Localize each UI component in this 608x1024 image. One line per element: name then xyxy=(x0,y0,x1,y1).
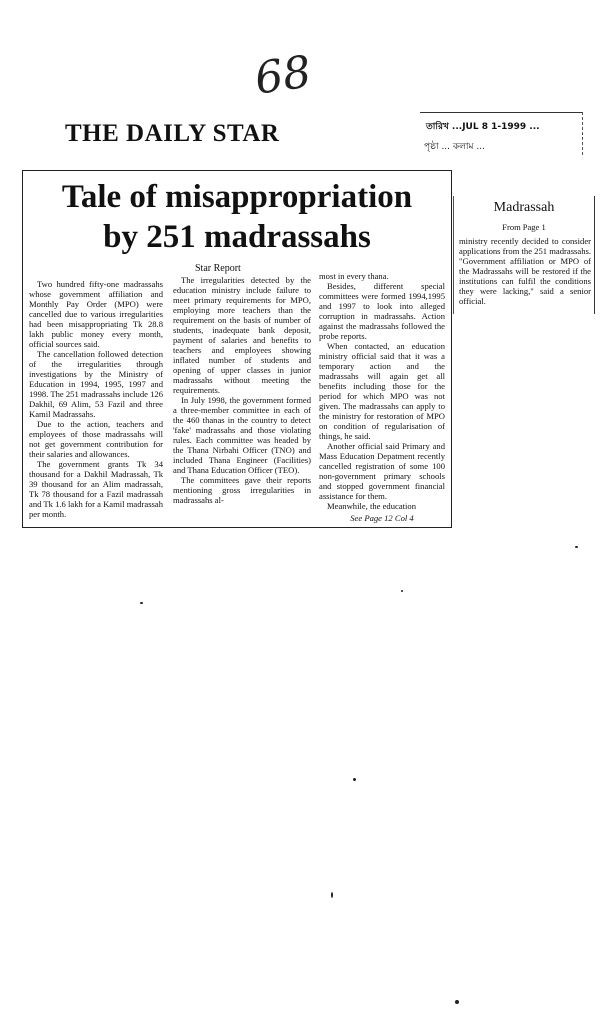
article-column-1 xyxy=(29,279,163,519)
headline-line-2: by 251 madrassahs xyxy=(103,219,371,255)
headline-line-1: Tale of misappropriation xyxy=(61,179,413,215)
paragraph: The committees gave their reports mentioning gross irregularities in madrassahs al- xyxy=(173,475,311,505)
paragraph: most in every thana. xyxy=(319,271,389,281)
scan-speck xyxy=(455,1000,459,1004)
scan-speck xyxy=(140,602,143,604)
continuation-from-page: From Page 1 xyxy=(502,222,546,232)
paragraph: ministry recently decided to consider applications from the 251 madrassahs. "Government affiliation or MPO of the Madrassahs will be restored if the institutions can fulfil the conditions they were lacking," said a senior official. xyxy=(459,236,591,306)
headline xyxy=(23,177,451,257)
stamp-date-line: তারিখ ...JUL 8 1-1999 ... xyxy=(426,122,540,132)
paragraph: The irregularities detected by the education ministry include failure to meet primary requirements for MPO, employing more teachers than the requirement on the basis of number of students, inadequate bank deposit, payment of salaries and benefits to teachers and employees showing inflated number of students and opening of upper classes in junior madrassahs without meeting the requirements. xyxy=(173,275,311,395)
article-column-3 xyxy=(319,271,445,523)
paragraph: Meanwhile, the education xyxy=(327,501,417,511)
scan-speck xyxy=(401,590,403,592)
see-page-reference: See Page 12 Col 4 xyxy=(350,513,414,523)
paragraph: In July 1998, the government formed a three-member committee in each of the 460 thanas in the country to detect 'fake' madrassahs and those violating rules. Each committee was headed by the Thana Nirbahi Officer (TNO) and included Thana Engineer (Facilities) and Thana Education Officer (TEO). xyxy=(173,395,311,475)
article-clipping xyxy=(22,170,452,528)
paragraph: Two hundred fifty-one madrassahs whose government affiliation and Monthly Pay Order (MPO) were cancelled due to various irregularities had been misappropriating Tk 28.8 lakh public money every month, official sources said. xyxy=(29,279,163,349)
paragraph: Due to the action, teachers and employees of those madrassahs will not get government contribution for their salaries and allowances. xyxy=(29,419,163,459)
continuation-title: Madrassah xyxy=(493,200,555,215)
stamp-page-line: পৃষ্ঠা ... কলাম ... xyxy=(424,142,485,152)
paragraph: The government grants Tk 34 thousand for a Dakhil Madrassah, Tk 39 thousand for an Alim madrassah, Tk 78 thousand for a Fazil madrassah and Tk 1.6 lakh for a Kamil madrassah per month. xyxy=(29,459,163,519)
paragraph: When contacted, an education ministry official said that it was a temporary action and the madrassahs will again get all benefits including those for the period for which MPO was not given. The madrassahs can apply to the ministry for restoration of MPO on condition of regularisation of things, he said. xyxy=(319,341,445,441)
scan-speck xyxy=(353,778,356,781)
scan-speck xyxy=(575,546,578,548)
paragraph: The cancellation followed detection of the irregularities through investigations by the Ministry of Education in 1994, 1995, 1997 and 1998. The 251 madrassahs include 126 Dakhil, 69 Alim, 53 Fazil and three Kamil Madrassahs. xyxy=(29,349,163,419)
newspaper-masthead: THE DAILY STAR xyxy=(65,120,280,147)
paragraph: Another official said Primary and Mass Education Depatment recently cancelled registration of some 100 non-government primary schools and stopped government financial assistance for them. xyxy=(319,441,445,501)
continuation-clipping xyxy=(453,196,595,314)
date-stamp xyxy=(420,112,583,155)
paragraph: Besides, different special committees were formed 1994,1995 and 1997 to look into alleged corruption in madrassahs. Action against the madrassahs followed the probe reports. xyxy=(319,281,445,341)
continuation-body xyxy=(459,236,591,306)
scan-speck xyxy=(331,892,333,898)
byline: Star Report xyxy=(195,263,241,274)
article-column-2 xyxy=(173,275,311,505)
handwritten-page-number: 68 xyxy=(251,46,315,105)
